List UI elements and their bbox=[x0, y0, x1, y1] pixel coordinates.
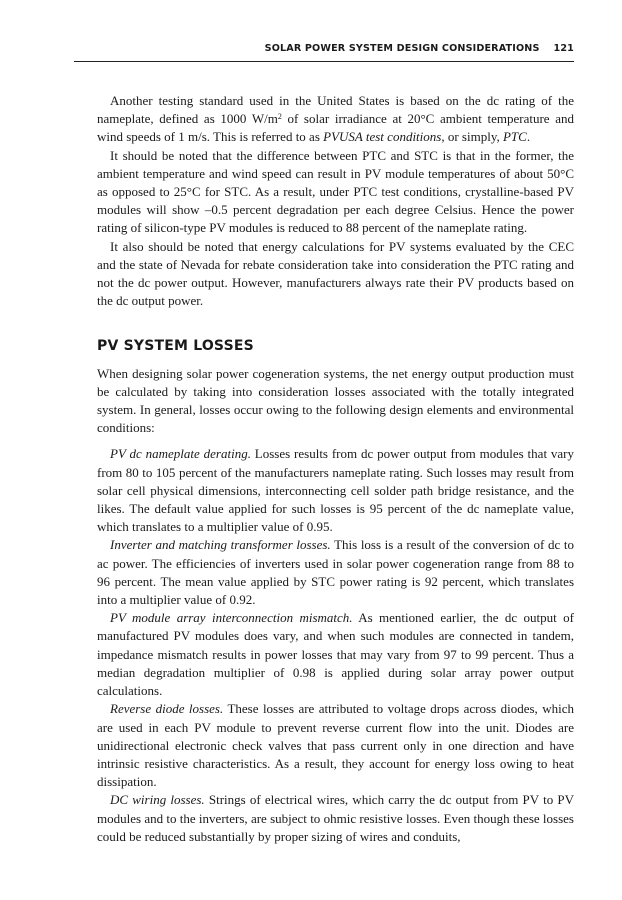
emphasis-ptc: PTC bbox=[502, 129, 527, 145]
superscript: 2 bbox=[277, 112, 282, 122]
loss-item bbox=[97, 700, 574, 791]
loss-description: Losses results from dc power output from modules that vary from 80 to 105 percent of the manufacturers nameplate rating. Such losses may result from solar cell physical dimensions, interconnecting cell solder path bridge resistance, and the likes. The default value applied for such losses is 95 percent of the dc nameplate value, which translates to a multiplier value of 0.95. bbox=[97, 446, 575, 535]
loss-term: Inverter and matching transformer losses. bbox=[110, 537, 331, 553]
paragraph-cec-rating: It also should be noted that energy calculations for PV systems evaluated by the CEC and the state of Nevada for rebate consideration take into consideration the PTC rating and not the dc power output. However, manufacturers always rate their PV products based on the dc output power. bbox=[97, 238, 574, 309]
running-head-title: SOLAR POWER SYSTEM DESIGN CONSIDERATIONS bbox=[264, 43, 540, 54]
section-heading: PV SYSTEM LOSSES bbox=[97, 338, 254, 355]
section-intro: When designing solar power cogeneration systems, the net energy output production must be calculated by taking into consideration losses associated with the totally integrated system. In general, losses occur owing to the following design elements and environmental conditions: bbox=[97, 365, 574, 436]
loss-term: PV dc nameplate derating. bbox=[110, 446, 251, 462]
running-head bbox=[74, 43, 574, 62]
loss-item bbox=[97, 609, 574, 700]
paragraph-ptc-vs-stc: It should be noted that the difference between PTC and STC is that in the former, the ambient temperature and wind speed can result in PV module temperatures of about 50°C as opposed to 25°C for STC. As a result, under PTC test conditions, crystalline-based PV modules will show –0.5 percent degradation per each degree Celsius. Hence the power rating of silicon-type PV modules is reduced to 88 percent of the nameplate rating. bbox=[97, 147, 574, 236]
paragraph-ptc-definition bbox=[97, 92, 574, 147]
loss-item bbox=[97, 445, 574, 536]
loss-term: Reverse diode losses. bbox=[110, 701, 224, 717]
text-run: of solar irradiance at 20°C ambient temperature and wind speeds of 1 m/s. This is referred to as bbox=[97, 111, 574, 145]
loss-description: This loss is a result of the conversion of dc to ac power. The efficiencies of inverters used in solar power cogeneration range from 88 to 96 percent. The mean value applied by STC power rating is 92 percent, which translates into a multiplier value of 0.92. bbox=[97, 537, 574, 608]
emphasis-pvusa: PVUSA test conditions bbox=[323, 129, 442, 145]
text-run: Another testing standard used in the United States is based on the dc rating of the nameplate, defined as 1000 W/m bbox=[97, 93, 574, 127]
text-run: . bbox=[526, 129, 531, 145]
loss-term: PV module array interconnection mismatch. bbox=[110, 610, 353, 626]
page-number: 121 bbox=[553, 43, 574, 54]
loss-description: These losses are attributed to voltage drops across diodes, which are used in each PV module to prevent reverse current flow into the unit. Diodes are unidirectional electronic check valves that pass current only in one direction and have intrinsic resistive characteristics. As a result, they account for energy loss owing to heat dissipation. bbox=[97, 701, 574, 790]
loss-description: Strings of electrical wires, which carry the dc output from PV to PV modules and to the inverters, are subject to ohmic resistive losses. Even though these losses could be reduced substantially by proper sizing of wires and conduits, bbox=[97, 792, 574, 844]
loss-term: DC wiring losses. bbox=[110, 792, 205, 808]
text-run: , or simply, bbox=[441, 129, 503, 145]
body-text bbox=[97, 92, 574, 846]
loss-item bbox=[97, 536, 574, 609]
loss-item bbox=[97, 791, 574, 846]
loss-description: As mentioned earlier, the dc output of manufactured PV modules does vary, and when such modules are connected in tandem, impedance mismatch results in power losses that may vary from 97 to 99 percent. Thus a median degradation multiplier of 0.98 is applied during solar array power output calculations. bbox=[97, 610, 574, 699]
